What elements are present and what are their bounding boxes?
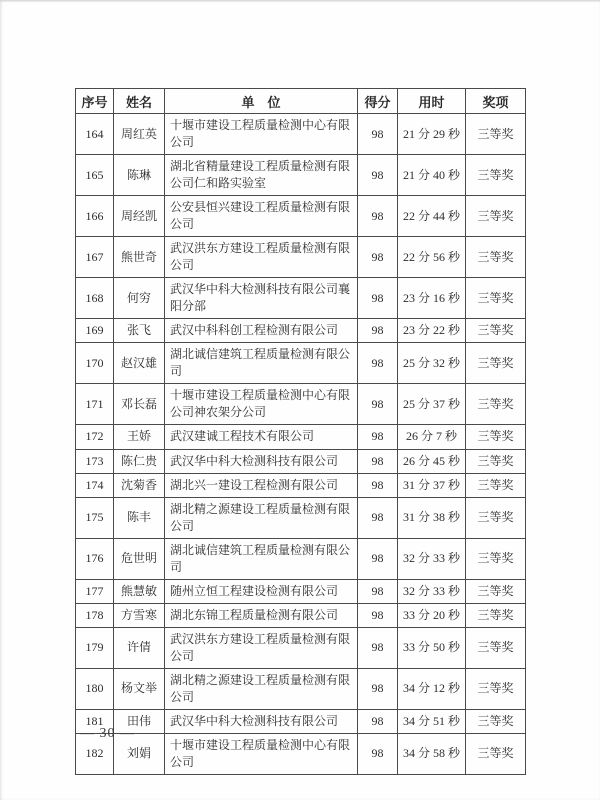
cell-name: 熊慧敏 (114, 579, 165, 603)
column-header-number: 序号 (76, 89, 114, 114)
cell-number: 179 (76, 627, 114, 668)
cell-time: 23 分 22 秒 (398, 319, 466, 343)
cell-number: 178 (76, 603, 114, 627)
cell-score: 98 (358, 114, 398, 155)
table-row (76, 343, 526, 384)
table-row (76, 278, 526, 319)
cell-number: 168 (76, 278, 114, 319)
table-row (76, 579, 526, 603)
table-row (76, 497, 526, 538)
cell-score: 98 (358, 196, 398, 237)
cell-score: 98 (358, 538, 398, 579)
cell-organization: 随州立恒工程建设检测有限公司 (165, 579, 358, 603)
cell-organization: 武汉华中科大检测科技有限公司 (165, 449, 358, 473)
cell-number: 174 (76, 473, 114, 497)
cell-number: 164 (76, 114, 114, 155)
cell-time: 31 分 37 秒 (398, 473, 466, 497)
cell-award: 三等奖 (466, 114, 526, 155)
table-row (76, 384, 526, 425)
cell-name: 方雪寒 (114, 603, 165, 627)
cell-score: 98 (358, 579, 398, 603)
cell-organization: 十堰市建设工程质量检测中心有限公司 (165, 733, 358, 774)
cell-score: 98 (358, 319, 398, 343)
cell-name: 王娇 (114, 425, 165, 449)
cell-time: 31 分 38 秒 (398, 497, 466, 538)
cell-number: 175 (76, 497, 114, 538)
cell-organization: 湖北诚信建筑工程质量检测有限公司 (165, 343, 358, 384)
cell-score: 98 (358, 668, 398, 709)
cell-name: 陈琳 (114, 155, 165, 196)
cell-time: 23 分 16 秒 (398, 278, 466, 319)
table-row (76, 603, 526, 627)
table-row (76, 425, 526, 449)
cell-name: 许倩 (114, 627, 165, 668)
cell-award: 三等奖 (466, 473, 526, 497)
cell-name: 刘娟 (114, 733, 165, 774)
cell-award: 三等奖 (466, 319, 526, 343)
award-results-table (75, 88, 526, 775)
cell-score: 98 (358, 497, 398, 538)
cell-organization: 湖北精之源建设工程质量检测有限公司 (165, 497, 358, 538)
table-body (76, 114, 526, 775)
cell-award: 三等奖 (466, 538, 526, 579)
cell-name: 周红英 (114, 114, 165, 155)
cell-time: 25 分 32 秒 (398, 343, 466, 384)
table-row (76, 155, 526, 196)
cell-time: 25 分 37 秒 (398, 384, 466, 425)
cell-score: 98 (358, 449, 398, 473)
cell-time: 22 分 44 秒 (398, 196, 466, 237)
cell-award: 三等奖 (466, 155, 526, 196)
cell-organization: 武汉洪东方建设工程质量检测有限公司 (165, 627, 358, 668)
table-row (76, 114, 526, 155)
cell-organization: 湖北东锦工程质量检测有限公司 (165, 603, 358, 627)
cell-organization: 公安县恒兴建设工程质量检测有限公司 (165, 196, 358, 237)
cell-name: 杨文举 (114, 668, 165, 709)
column-header-award: 奖项 (466, 89, 526, 114)
cell-award: 三等奖 (466, 497, 526, 538)
cell-award: 三等奖 (466, 709, 526, 733)
cell-organization: 湖北精之源建设工程质量检测有限公司 (165, 668, 358, 709)
table-row (76, 627, 526, 668)
cell-award: 三等奖 (466, 196, 526, 237)
cell-number: 181 (76, 709, 114, 733)
cell-time: 34 分 58 秒 (398, 733, 466, 774)
cell-award: 三等奖 (466, 627, 526, 668)
table-row (76, 449, 526, 473)
cell-name: 沈菊香 (114, 473, 165, 497)
cell-award: 三等奖 (466, 603, 526, 627)
cell-number: 172 (76, 425, 114, 449)
cell-name: 熊世奇 (114, 237, 165, 278)
cell-number: 171 (76, 384, 114, 425)
cell-organization: 湖北省精量建设工程质量检测有限公司仁和路实验室 (165, 155, 358, 196)
cell-name: 何穷 (114, 278, 165, 319)
cell-award: 三等奖 (466, 579, 526, 603)
cell-award: 三等奖 (466, 425, 526, 449)
cell-organization: 武汉华中科大检测科技有限公司 (165, 709, 358, 733)
cell-number: 176 (76, 538, 114, 579)
cell-number: 177 (76, 579, 114, 603)
cell-score: 98 (358, 384, 398, 425)
cell-score: 98 (358, 473, 398, 497)
table-row (76, 709, 526, 733)
cell-organization: 武汉洪东方建设工程质量检测有限公司 (165, 237, 358, 278)
cell-award: 三等奖 (466, 237, 526, 278)
cell-award: 三等奖 (466, 668, 526, 709)
page-number: — 30 — (80, 726, 135, 741)
cell-number: 165 (76, 155, 114, 196)
cell-name: 邓长磊 (114, 384, 165, 425)
cell-organization: 十堰市建设工程质量检测中心有限公司神农架分公司 (165, 384, 358, 425)
cell-score: 98 (358, 155, 398, 196)
cell-time: 33 分 50 秒 (398, 627, 466, 668)
cell-score: 98 (358, 627, 398, 668)
column-header-time: 用时 (398, 89, 466, 114)
cell-number: 182 (76, 733, 114, 774)
cell-organization: 武汉中科科创工程检测有限公司 (165, 319, 358, 343)
cell-time: 32 分 33 秒 (398, 538, 466, 579)
cell-score: 98 (358, 425, 398, 449)
cell-number: 180 (76, 668, 114, 709)
cell-name: 陈仁贵 (114, 449, 165, 473)
table-row (76, 196, 526, 237)
cell-name: 陈丰 (114, 497, 165, 538)
cell-name: 周经凯 (114, 196, 165, 237)
cell-name: 张飞 (114, 319, 165, 343)
table-header-row (76, 89, 526, 114)
cell-time: 32 分 33 秒 (398, 579, 466, 603)
cell-number: 169 (76, 319, 114, 343)
cell-organization: 武汉华中科大检测科技有限公司襄阳分部 (165, 278, 358, 319)
cell-organization: 湖北兴一建设工程检测有限公司 (165, 473, 358, 497)
table-row (76, 319, 526, 343)
cell-time: 26 分 45 秒 (398, 449, 466, 473)
cell-name: 危世明 (114, 538, 165, 579)
cell-number: 170 (76, 343, 114, 384)
cell-score: 98 (358, 278, 398, 319)
table-row (76, 733, 526, 774)
cell-time: 33 分 20 秒 (398, 603, 466, 627)
cell-organization: 十堰市建设工程质量检测中心有限公司 (165, 114, 358, 155)
cell-award: 三等奖 (466, 449, 526, 473)
cell-award: 三等奖 (466, 278, 526, 319)
cell-score: 98 (358, 733, 398, 774)
column-header-organization: 单 位 (165, 89, 358, 114)
column-header-name: 姓名 (114, 89, 165, 114)
cell-award: 三等奖 (466, 384, 526, 425)
cell-number: 167 (76, 237, 114, 278)
cell-time: 21 分 29 秒 (398, 114, 466, 155)
cell-name: 赵汉雄 (114, 343, 165, 384)
cell-organization: 湖北诚信建筑工程质量检测有限公司 (165, 538, 358, 579)
cell-award: 三等奖 (466, 343, 526, 384)
cell-time: 21 分 40 秒 (398, 155, 466, 196)
cell-time: 26 分 7 秒 (398, 425, 466, 449)
cell-time: 34 分 12 秒 (398, 668, 466, 709)
table-row (76, 668, 526, 709)
cell-number: 166 (76, 196, 114, 237)
table-row (76, 237, 526, 278)
column-header-score: 得分 (358, 89, 398, 114)
cell-score: 98 (358, 237, 398, 278)
cell-award: 三等奖 (466, 733, 526, 774)
cell-time: 22 分 56 秒 (398, 237, 466, 278)
cell-score: 98 (358, 709, 398, 733)
cell-name: 田伟 (114, 709, 165, 733)
cell-score: 98 (358, 343, 398, 384)
cell-time: 34 分 51 秒 (398, 709, 466, 733)
cell-organization: 武汉建诚工程技术有限公司 (165, 425, 358, 449)
table-row (76, 538, 526, 579)
table-row (76, 473, 526, 497)
cell-number: 173 (76, 449, 114, 473)
cell-score: 98 (358, 603, 398, 627)
